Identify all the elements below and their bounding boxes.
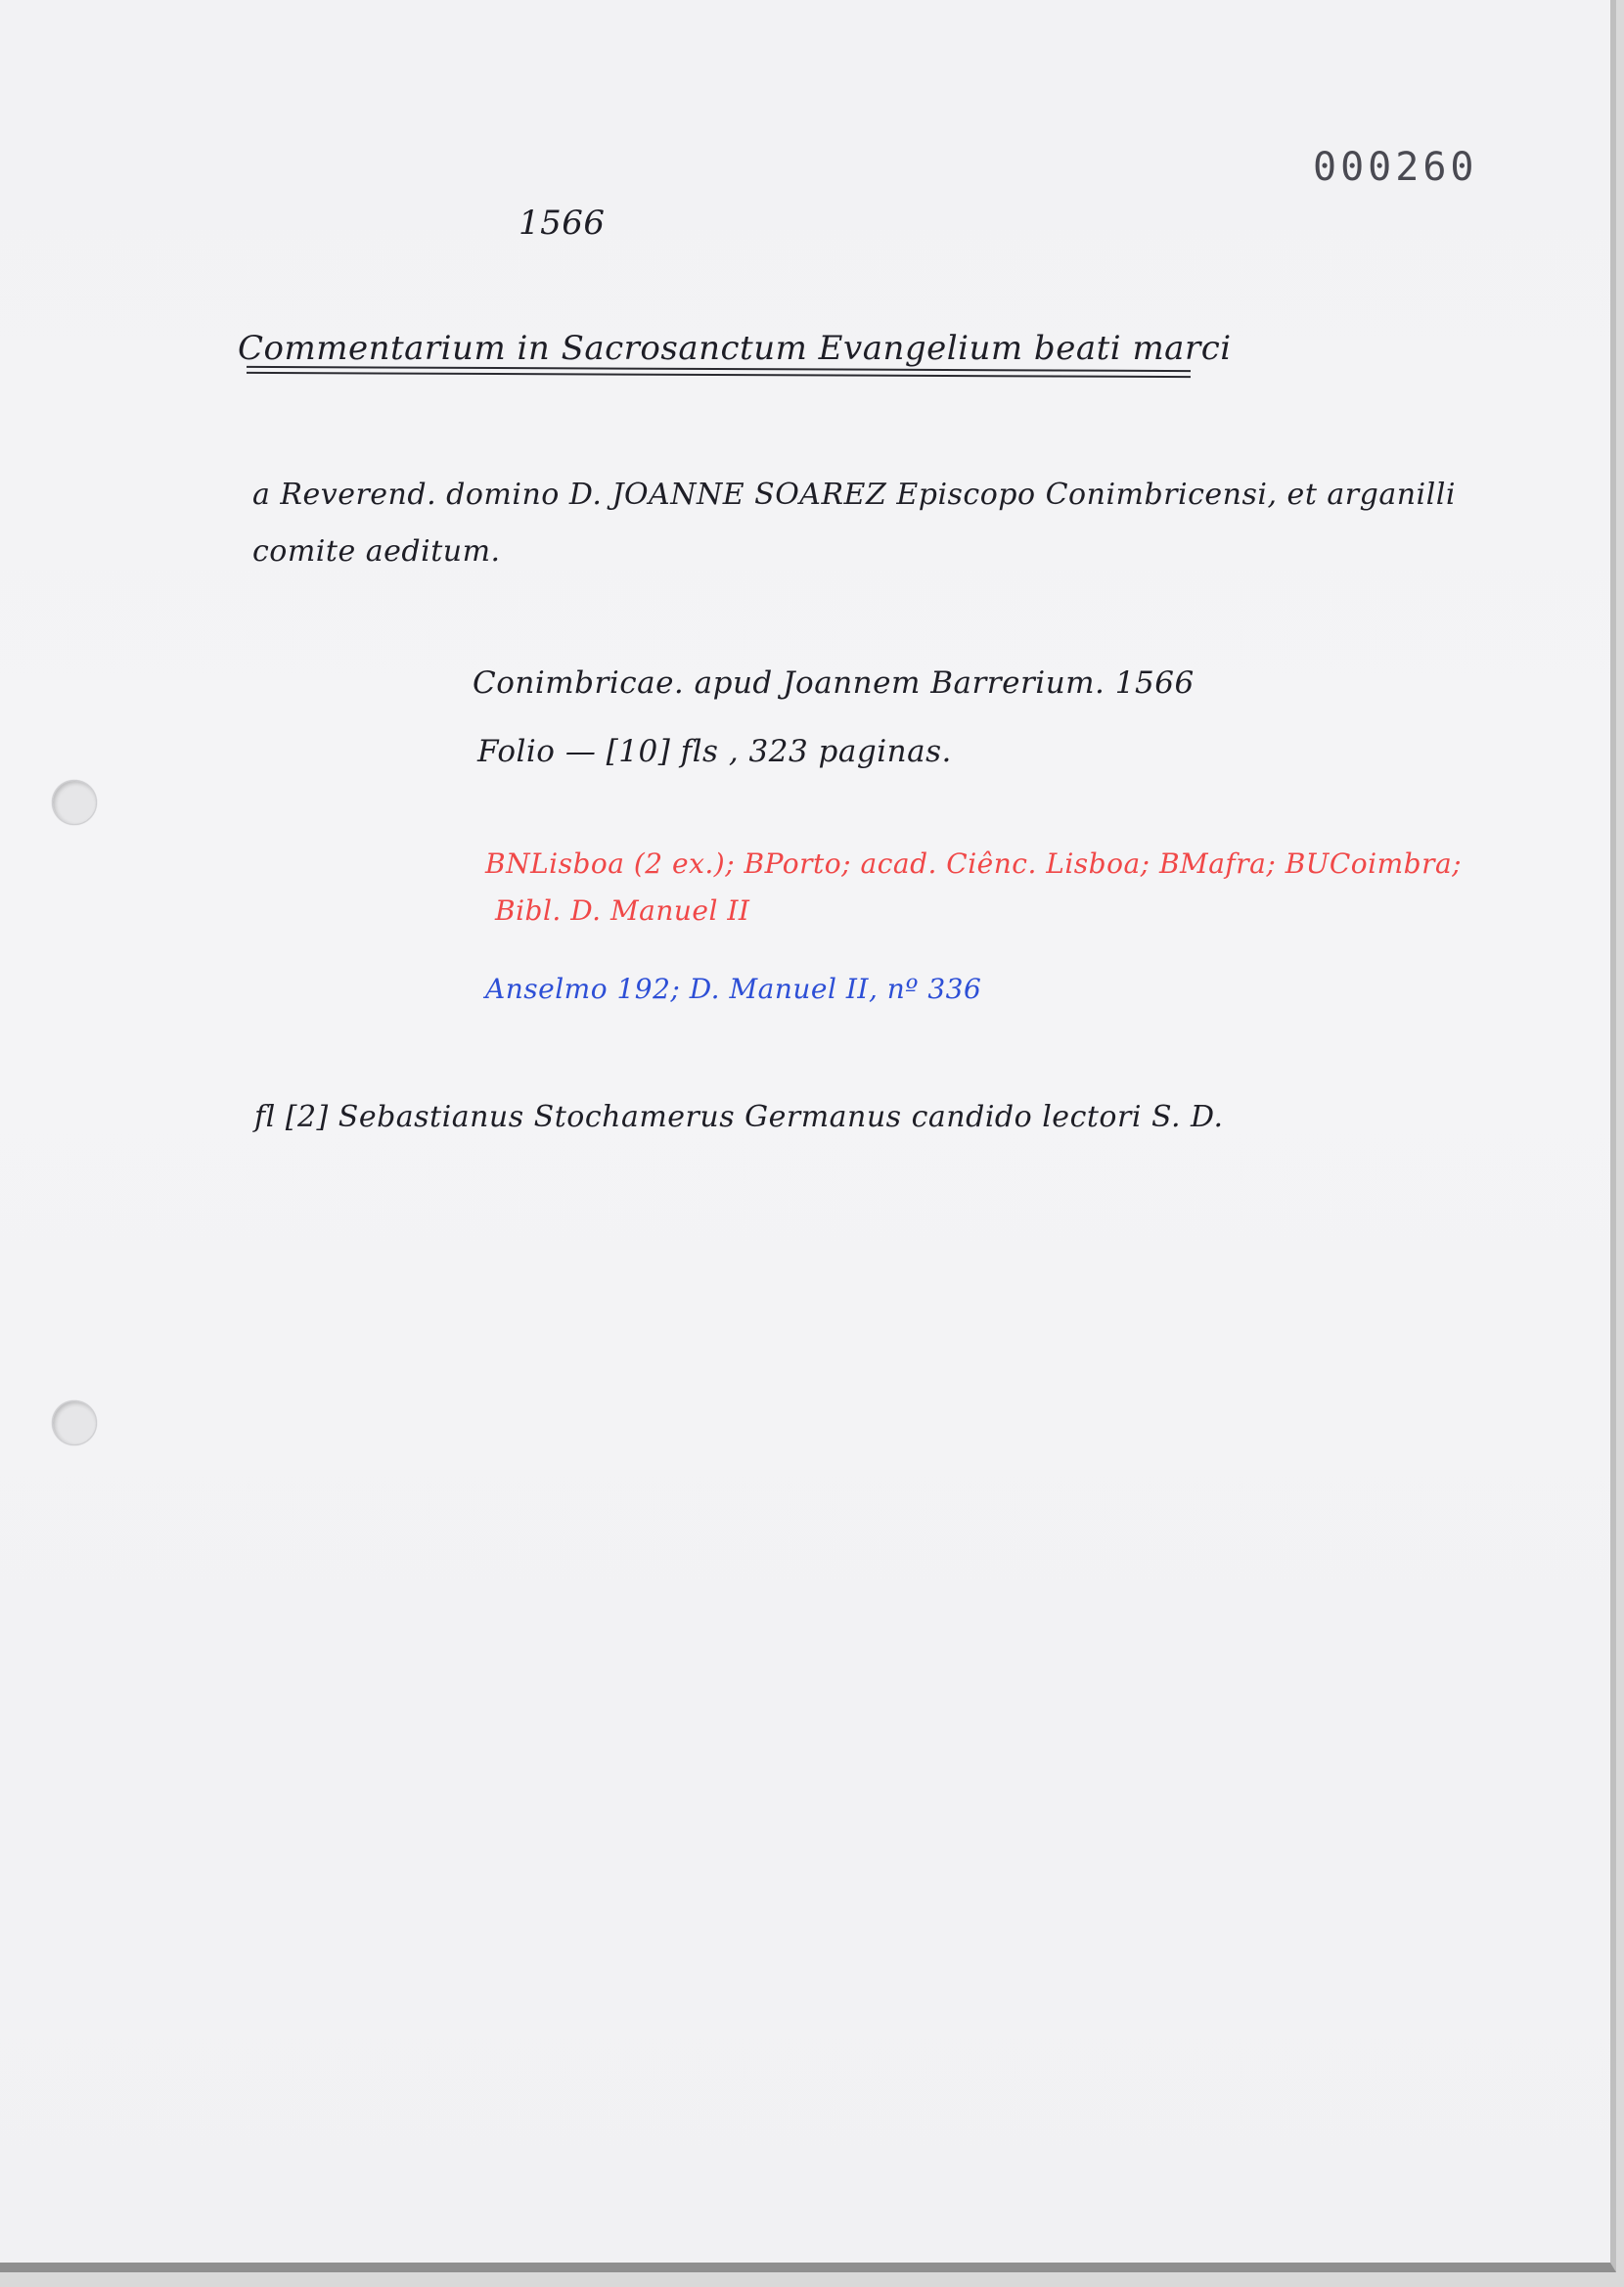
note-line: fl [2] Sebastianus Stochamerus Germanus candido lectori S. D. xyxy=(254,1100,1224,1134)
holdings-line-2: Bibl. D. Manuel II xyxy=(495,894,750,927)
format-line: Folio — [10] fls , 323 paginas. xyxy=(477,734,952,769)
author-line-1: a Reverend. domino D. JOANNE SOAREZ Episcopo Conimbricensi, et arganilli xyxy=(252,478,1456,512)
punch-hole-bottom xyxy=(52,1400,97,1445)
holdings-line-1: BNLisboa (2 ex.); BPorto; acad. Ciênc. Lisboa; BMafra; BUCoimbra; xyxy=(485,847,1463,880)
punch-hole-top xyxy=(52,780,97,825)
year-heading: 1566 xyxy=(519,204,606,243)
book-title: Commentarium in Sacrosanctum Evangelium beati marci xyxy=(238,329,1232,368)
author-line-2: comite aeditum. xyxy=(252,534,501,569)
imprint-line: Conimbricae. apud Joannem Barrerium. 1566 xyxy=(473,665,1195,701)
references-line: Anselmo 192; D. Manuel II, nº 336 xyxy=(485,973,982,1005)
stamp-number: 000260 xyxy=(1313,145,1478,190)
